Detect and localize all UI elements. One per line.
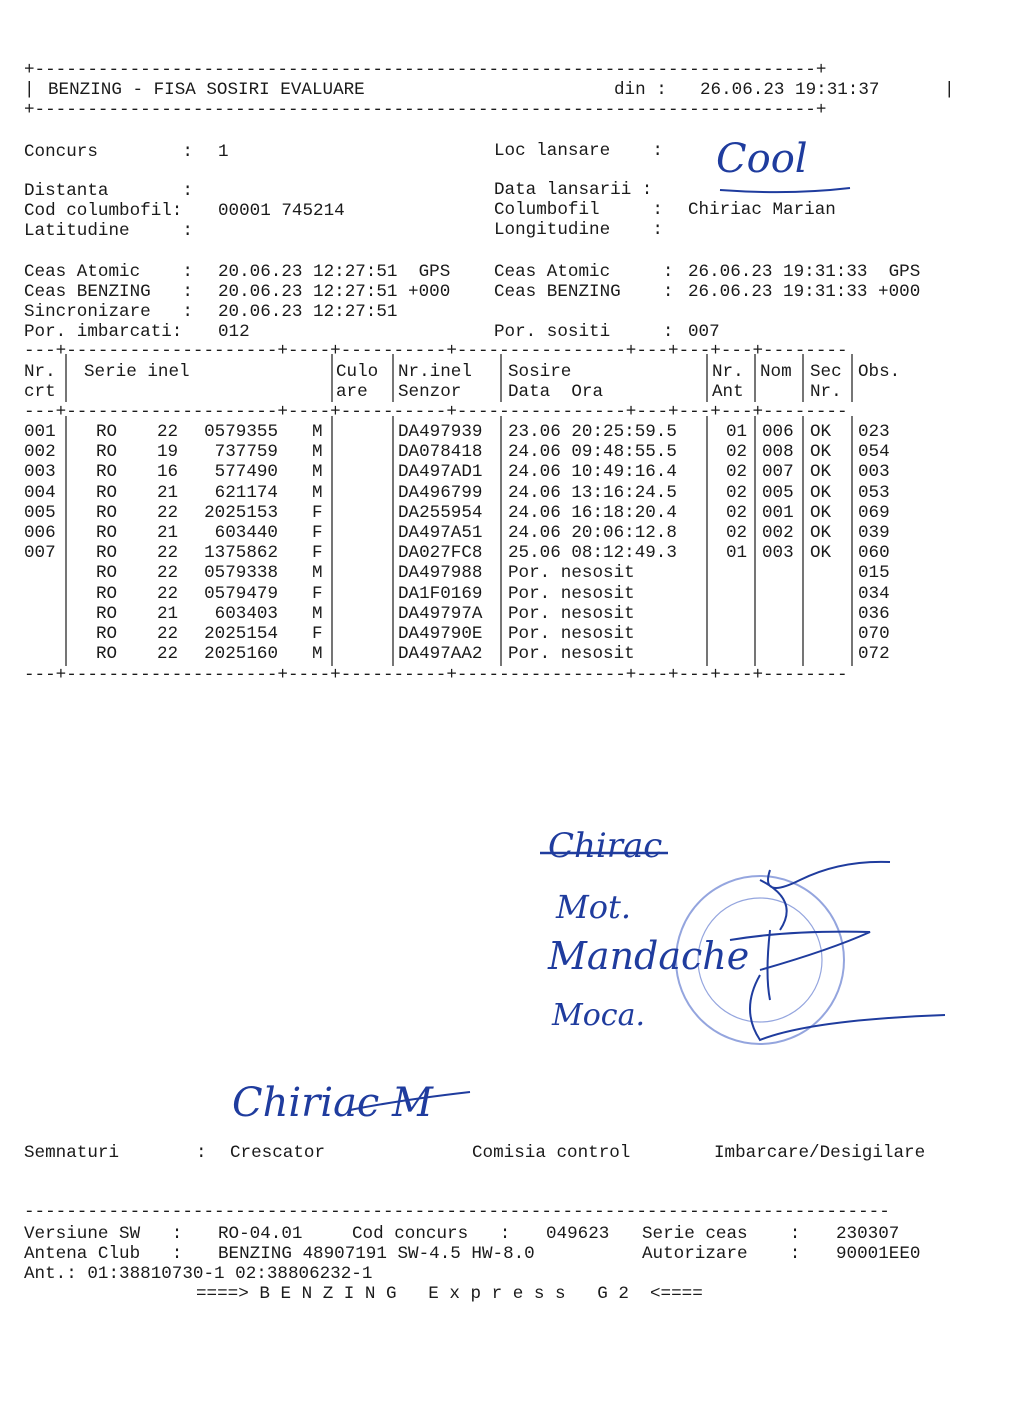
row-country: RO xyxy=(96,442,118,463)
ceas-atomic-end-label: Ceas Atomic : xyxy=(494,262,674,282)
row-obs: 036 xyxy=(858,603,890,624)
col-nom-header: Nom xyxy=(760,362,792,382)
row-sex: F xyxy=(312,624,323,644)
row-obs: 039 xyxy=(858,523,890,543)
row-sex: M xyxy=(312,563,323,584)
longitudine-label: Longitudine : xyxy=(494,220,663,240)
loc-lansare-label: Loc lansare : xyxy=(494,141,663,161)
row-ring-serial: 2025160 xyxy=(204,644,278,665)
semnaturi-label: Semnaturi xyxy=(24,1143,120,1163)
row-ring-serial: 0579479 xyxy=(204,583,278,604)
row-sec: OK xyxy=(810,462,832,483)
crescator-label: Crescator xyxy=(230,1143,326,1163)
serie-ceas-label: Serie ceas : xyxy=(642,1224,801,1244)
row-country: RO xyxy=(96,644,118,665)
crescator-signature: Chiriac M xyxy=(232,1080,433,1126)
row-sec: OK xyxy=(810,543,832,564)
row-sensor: DA497AA2 xyxy=(398,644,483,665)
row-nr: 007 xyxy=(24,543,56,564)
row-arrival: Por. nesosit xyxy=(508,603,635,624)
row-arrival: 23.06 20:25:59.5 xyxy=(508,422,677,442)
row-country: RO xyxy=(96,462,118,483)
imbarcare-label: Imbarcare/Desigilare xyxy=(714,1143,926,1163)
row-ring-serial: 1375862 xyxy=(204,543,278,564)
row-antenna: 02 xyxy=(726,502,748,523)
row-antenna: 02 xyxy=(726,523,748,543)
col-sosire-header: Sosire xyxy=(508,362,572,382)
row-year: 21 xyxy=(157,603,179,624)
row-country: RO xyxy=(96,523,118,543)
ceas-benzing-end-label: Ceas BENZING : xyxy=(494,282,674,302)
row-country: RO xyxy=(96,583,118,604)
row-year: 19 xyxy=(157,442,179,463)
columbofil-value: Chiriac Marian xyxy=(688,200,836,220)
row-year: 22 xyxy=(157,583,179,604)
row-country: RO xyxy=(96,624,118,644)
row-arrival: Por. nesosit xyxy=(508,583,635,604)
cod-concurs-label: Cod concurs : xyxy=(352,1224,511,1244)
row-sec: OK xyxy=(810,422,832,442)
row-antenna: 01 xyxy=(726,543,748,564)
table-header-rule: ---+--------------------+----+----------+----------------+---+---+---+-------- xyxy=(24,402,848,422)
porumbei-imbarcati-value: 012 xyxy=(218,322,250,342)
row-sec: OK xyxy=(810,442,832,463)
row-ring-serial: 577490 xyxy=(214,462,278,483)
ceas-benzing-start-label: Ceas BENZING : xyxy=(24,282,193,302)
row-year: 22 xyxy=(157,422,179,442)
row-arrival: 24.06 13:16:24.5 xyxy=(508,482,677,503)
row-arrival: 24.06 16:18:20.4 xyxy=(508,502,677,523)
col-sosire-header-2: Data Ora xyxy=(508,382,604,402)
col-nr-header: Nr. xyxy=(24,362,56,382)
row-year: 16 xyxy=(157,462,179,483)
row-antenna: 02 xyxy=(726,482,748,503)
row-arrival: Por. nesosit xyxy=(508,644,635,665)
row-country: RO xyxy=(96,422,118,442)
concurs-label: Concurs : xyxy=(24,142,193,162)
ceas-atomic-start-label: Ceas Atomic : xyxy=(24,262,193,282)
row-sex: F xyxy=(312,523,323,543)
serie-ceas-value: 230307 xyxy=(836,1224,900,1244)
col-ant-header-2: Ant xyxy=(712,382,744,402)
benzing-banner: ====> B E N Z I N G E x p r e s s G 2 <==== xyxy=(196,1284,703,1304)
col-ant-header: Nr. xyxy=(712,362,744,382)
row-ring-serial: 737759 xyxy=(214,442,278,463)
sincronizare-label: Sincronizare : xyxy=(24,302,193,322)
ceas-atomic-start-value: 20.06.23 12:27:51 GPS xyxy=(218,262,451,282)
row-nr: 002 xyxy=(24,442,56,463)
row-obs: 053 xyxy=(858,482,890,503)
row-nr: 006 xyxy=(24,523,56,543)
row-arrival: 24.06 09:48:55.5 xyxy=(508,442,677,463)
row-arrival: 24.06 10:49:16.4 xyxy=(508,462,677,483)
row-country: RO xyxy=(96,543,118,564)
row-sex: F xyxy=(312,502,323,523)
row-year: 22 xyxy=(157,543,179,564)
row-year: 22 xyxy=(157,644,179,665)
row-obs: 015 xyxy=(858,563,890,584)
row-ring-serial: 2025153 xyxy=(204,502,278,523)
row-obs: 070 xyxy=(858,624,890,644)
col-nr-header-2: crt xyxy=(24,382,56,402)
top-signature-flourish xyxy=(720,188,850,192)
row-sex: M xyxy=(312,644,323,665)
row-sec: OK xyxy=(810,523,832,543)
col-serie-header: Serie inel xyxy=(84,362,190,382)
antenna-serials: Ant.: 01:38810730-1 02:38806232-1 xyxy=(24,1264,373,1284)
row-nom: 006 xyxy=(762,422,794,442)
row-year: 22 xyxy=(157,563,179,584)
row-obs: 054 xyxy=(858,442,890,463)
row-sex: M xyxy=(312,422,323,442)
row-country: RO xyxy=(96,482,118,503)
versiune-value: RO-04.01 xyxy=(218,1224,303,1244)
row-sensor: DA496799 xyxy=(398,482,483,503)
row-nom: 007 xyxy=(762,462,794,483)
versiune-label: Versiune SW : xyxy=(24,1224,183,1244)
row-nom: 008 xyxy=(762,442,794,463)
antena-label: Antena Club : xyxy=(24,1244,183,1264)
row-nr: 004 xyxy=(24,482,56,503)
row-arrival: Por. nesosit xyxy=(508,624,635,644)
footer-rule: ---------------------------------------------------------------------------------- xyxy=(24,1202,890,1222)
top-signature: Cool xyxy=(716,136,808,182)
table-top-rule: ---+--------------------+----+----------+----------------+---+---+---+-------- xyxy=(24,341,848,361)
row-sensor: DA497988 xyxy=(398,563,483,584)
row-sec: OK xyxy=(810,502,832,523)
porumbei-sositi-value: 007 xyxy=(688,322,720,342)
row-nom: 005 xyxy=(762,482,794,503)
row-sensor: DA027FC8 xyxy=(398,543,483,564)
row-year: 22 xyxy=(157,502,179,523)
row-sex: F xyxy=(312,543,323,564)
stamp-signature-2 xyxy=(730,930,870,1000)
cod-columbofil-label: Cod columbofil: xyxy=(24,201,183,221)
row-antenna: 01 xyxy=(726,422,748,442)
distanta-label: Distanta : xyxy=(24,181,193,201)
row-sensor: DA49797A xyxy=(398,603,483,624)
stamp-signature-3 xyxy=(750,975,945,1040)
row-obs: 034 xyxy=(858,583,890,604)
row-arrival: 24.06 20:06:12.8 xyxy=(508,523,677,543)
latitudine-label: Latitudine : xyxy=(24,221,193,241)
data-lansarii-label: Data lansarii : xyxy=(494,180,653,200)
header-left-bar: | xyxy=(24,80,35,100)
row-obs: 003 xyxy=(858,462,890,483)
row-ring-serial: 603403 xyxy=(214,603,278,624)
row-sensor: DA497A51 xyxy=(398,523,483,543)
row-sex: M xyxy=(312,442,323,463)
ceas-benzing-end-value: 26.06.23 19:31:33 +000 xyxy=(688,282,921,302)
ceas-benzing-start-value: 20.06.23 12:27:51 +000 xyxy=(218,282,451,302)
row-obs: 072 xyxy=(858,644,890,665)
row-ring-serial: 621174 xyxy=(214,482,278,503)
table-bottom-rule: ---+--------------------+----+----------+----------------+---+---+---+-------- xyxy=(24,665,848,685)
porumbei-imbarcati-label: Por. imbarcati: xyxy=(24,322,183,342)
row-antenna: 02 xyxy=(726,442,748,463)
row-country: RO xyxy=(96,563,118,584)
row-year: 22 xyxy=(157,624,179,644)
header-bottom-border: +--------------------------------------------------------------------------+ xyxy=(24,100,827,120)
col-senzor-header: Nr.inel xyxy=(398,362,472,382)
porumbei-sositi-label: Por. sositi : xyxy=(494,322,674,342)
row-nom: 002 xyxy=(762,523,794,543)
col-culoare-header: Culo xyxy=(336,362,379,382)
row-ring-serial: 0579338 xyxy=(204,563,278,584)
row-sensor: DA49790E xyxy=(398,624,483,644)
row-nr: 001 xyxy=(24,422,56,442)
cod-concurs-value: 049623 xyxy=(546,1224,610,1244)
row-country: RO xyxy=(96,603,118,624)
row-ring-serial: 603440 xyxy=(214,523,278,543)
antena-value: BENZING 48907191 SW-4.5 HW-8.0 xyxy=(218,1244,535,1264)
col-sec-header-2: Nr. xyxy=(810,382,842,402)
row-sex: F xyxy=(312,583,323,604)
semnaturi-colon: : xyxy=(196,1143,207,1163)
row-year: 21 xyxy=(157,523,179,543)
row-nr: 005 xyxy=(24,502,56,523)
col-senzor-header-2: Senzor xyxy=(398,382,462,402)
autorizare-value: 90001EE0 xyxy=(836,1244,921,1264)
row-arrival: 25.06 08:12:49.3 xyxy=(508,543,677,564)
row-sensor: DA078418 xyxy=(398,442,483,463)
row-sec: OK xyxy=(810,482,832,503)
row-sex: M xyxy=(312,462,323,483)
row-sex: M xyxy=(312,603,323,624)
row-arrival: Por. nesosit xyxy=(508,563,635,584)
row-ring-serial: 0579355 xyxy=(204,422,278,442)
row-nr: 003 xyxy=(24,462,56,483)
row-antenna: 02 xyxy=(726,462,748,483)
header-top-border: +--------------------------------------------------------------------------+ xyxy=(24,60,827,80)
report-date-label: din : xyxy=(614,80,667,100)
columbofil-label: Columbofil : xyxy=(494,200,663,220)
col-sec-header: Sec xyxy=(810,362,842,382)
col-culoare-header-2: are xyxy=(336,382,368,402)
row-sensor: DA497939 xyxy=(398,422,483,442)
stamp-signature-1 xyxy=(760,862,890,930)
row-year: 21 xyxy=(157,482,179,503)
row-country: RO xyxy=(96,502,118,523)
row-nom: 003 xyxy=(762,543,794,564)
commission-moca: Moca. xyxy=(552,998,646,1033)
report-title: BENZING - FISA SOSIRI EVALUARE xyxy=(48,80,365,100)
commission-mot: Mot. xyxy=(556,888,632,926)
row-sensor: DA1F0169 xyxy=(398,583,483,604)
report-date: 26.06.23 19:31:37 xyxy=(700,80,880,100)
row-obs: 023 xyxy=(858,422,890,442)
autorizare-label: Autorizare : xyxy=(642,1244,801,1264)
row-obs: 069 xyxy=(858,502,890,523)
commission-mandache: Mandache xyxy=(548,934,750,978)
row-sex: M xyxy=(312,482,323,503)
comisia-label: Comisia control xyxy=(472,1143,631,1163)
commission-signature-1: Chirac xyxy=(548,826,663,866)
col-obs-header: Obs. xyxy=(858,362,901,382)
row-ring-serial: 2025154 xyxy=(204,624,278,644)
concurs-value: 1 xyxy=(218,142,229,162)
ceas-atomic-end-value: 26.06.23 19:31:33 GPS xyxy=(688,262,921,282)
row-sensor: DA497AD1 xyxy=(398,462,483,483)
row-obs: 060 xyxy=(858,543,890,564)
cod-columbofil-value: 00001 745214 xyxy=(218,201,345,221)
row-nom: 001 xyxy=(762,502,794,523)
row-sensor: DA255954 xyxy=(398,502,483,523)
header-right-bar: | xyxy=(944,80,955,100)
sincronizare-value: 20.06.23 12:27:51 xyxy=(218,302,398,322)
